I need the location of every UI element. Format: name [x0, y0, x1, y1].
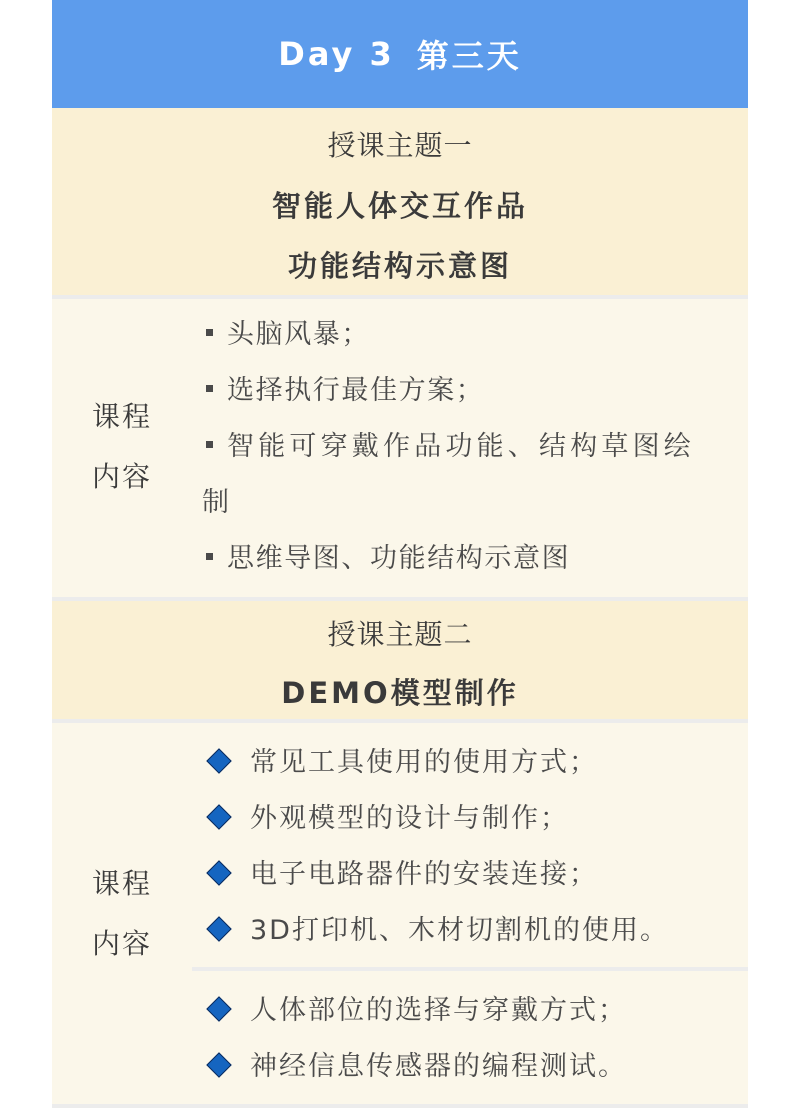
diamond-bullet-icon — [206, 860, 231, 885]
divider — [52, 1104, 748, 1108]
square-bullet-icon — [206, 385, 213, 392]
square-bullet-icon — [206, 553, 213, 560]
list-item: 选择执行最佳方案； — [202, 363, 742, 419]
course-content-label — [52, 854, 192, 974]
list-item: 思维导图、功能结构示意图 — [202, 531, 742, 587]
topic-1-header — [52, 108, 748, 295]
list-item: 头脑风暴； — [202, 307, 742, 363]
day-header — [52, 0, 748, 108]
course-content-label-line-1: 课程 — [91, 867, 152, 900]
day-number: Day 3 — [278, 35, 395, 73]
topic-1-content — [52, 299, 748, 597]
list-item: 神经信息传感器的编程测试。 — [202, 1039, 742, 1095]
square-bullet-icon — [206, 441, 213, 448]
diamond-bullet-icon — [206, 996, 231, 1021]
list-item: 电子电路器件的安装连接； — [202, 847, 742, 903]
diamond-bullet-icon — [206, 1052, 231, 1077]
course-content-label-line-1: 课程 — [91, 400, 152, 433]
diamond-bullet-icon — [206, 804, 231, 829]
divider — [192, 967, 748, 971]
day-title: 第三天 — [416, 37, 522, 75]
square-bullet-icon — [206, 329, 213, 336]
topic-2-label: 授课主题二 — [327, 618, 473, 651]
list-item-continuation: 制 — [202, 487, 231, 518]
diamond-bullet-icon — [206, 916, 231, 941]
list-item: 常见工具使用的使用方式； — [202, 735, 742, 791]
topic-1-label: 授课主题一 — [327, 129, 473, 162]
topic-2-title: DEMO模型制作 — [281, 676, 519, 710]
topic-1-title-line-1: 智能人体交互作品 — [271, 189, 528, 223]
list-item: 人体部位的选择与穿戴方式； — [202, 983, 742, 1039]
diamond-bullet-icon — [206, 748, 231, 773]
list-item: 外观模型的设计与制作； — [202, 791, 742, 847]
topic-2-content — [52, 723, 748, 1105]
course-content-label-line-2: 内容 — [91, 927, 152, 960]
list-item: 3D打印机、木材切割机的使用。 — [202, 903, 742, 959]
topic-1-title-line-2: 功能结构示意图 — [287, 249, 512, 283]
list-item: 智能可穿戴作品功能、结构草图绘 — [202, 419, 742, 475]
topic-2-header — [52, 601, 748, 719]
course-content-label — [52, 387, 192, 507]
course-content-label-line-2: 内容 — [91, 460, 152, 493]
